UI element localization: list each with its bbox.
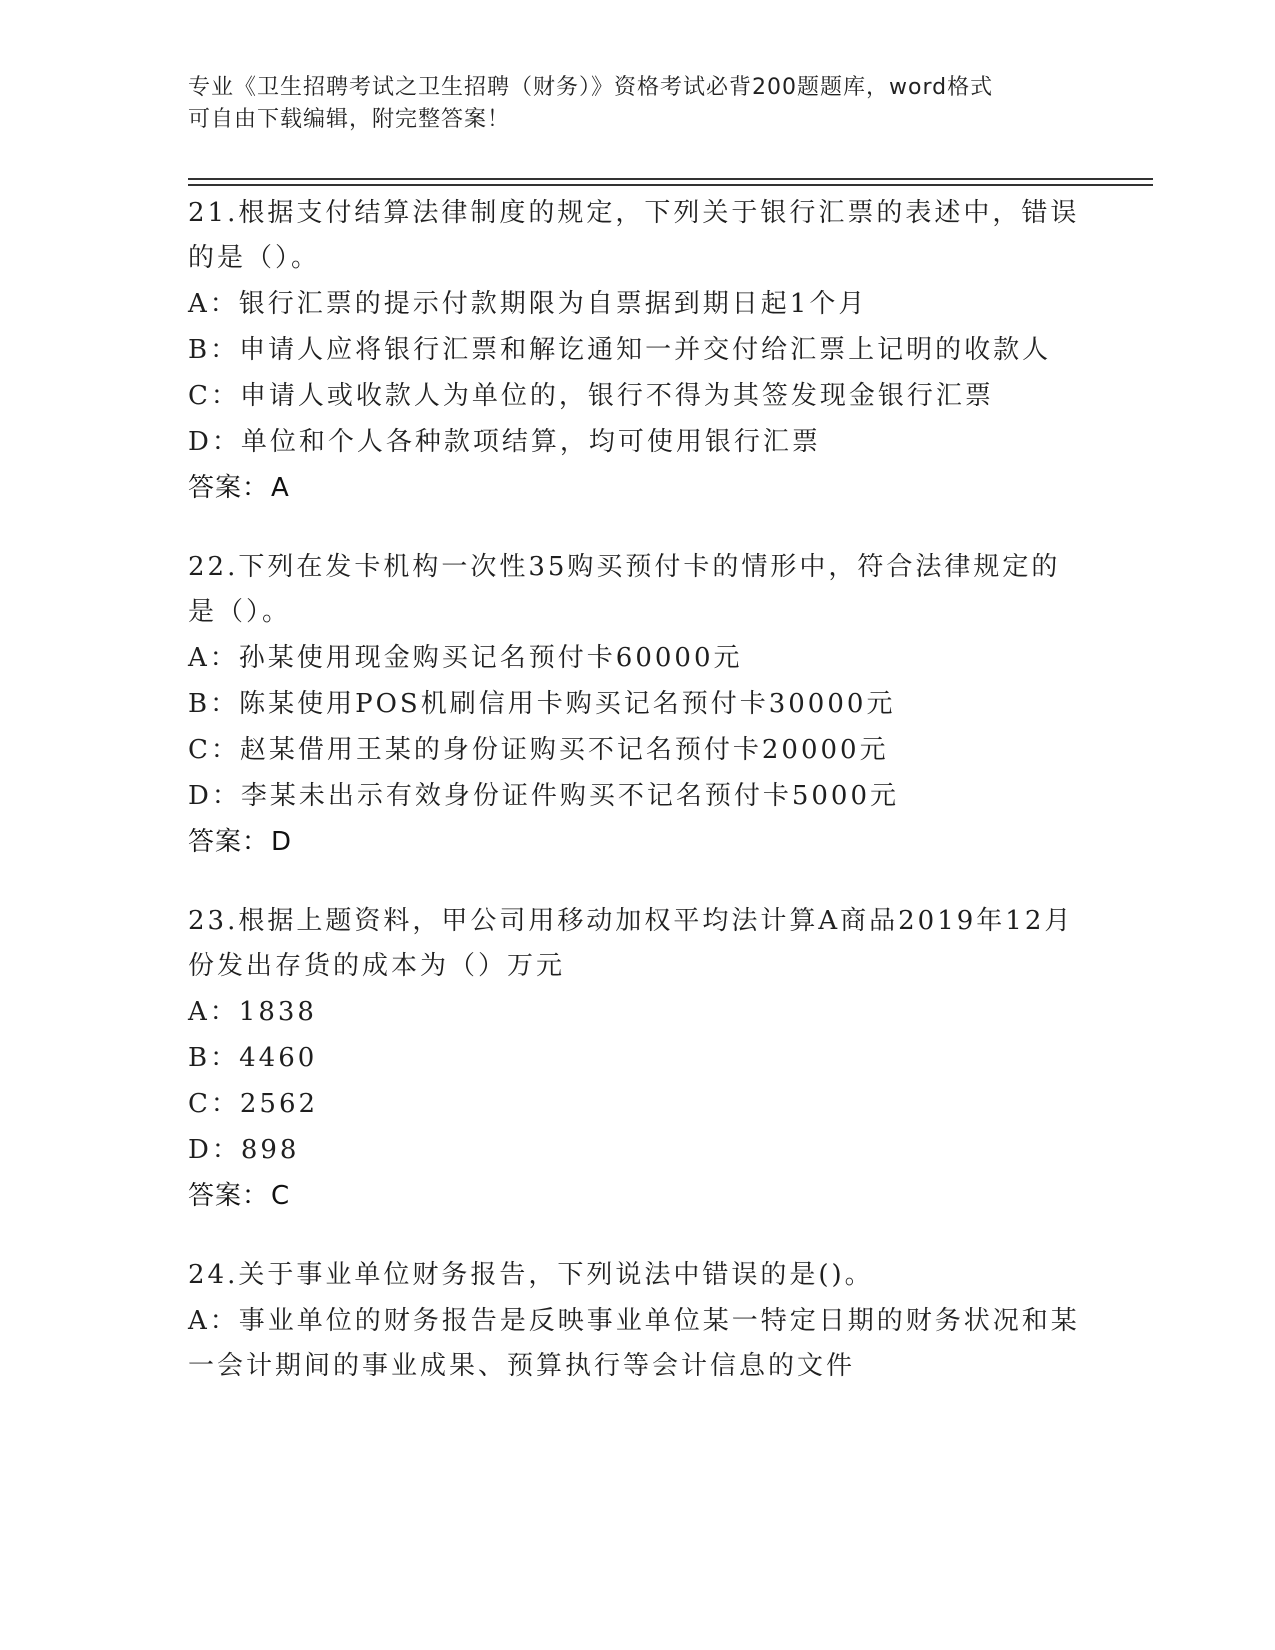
question-21 bbox=[188, 190, 1088, 511]
option-c: C：赵某借用王某的身份证购买不记名预付卡20000元 bbox=[188, 735, 889, 765]
question-23 bbox=[188, 898, 1088, 1219]
answer-value: A bbox=[271, 473, 290, 503]
question-22 bbox=[188, 544, 1088, 865]
option-d: D：李某未出示有效身份证件购买不记名预付卡5000元 bbox=[188, 781, 900, 811]
option-c: C：申请人或收款人为单位的，银行不得为其签发现金银行汇票 bbox=[188, 381, 994, 411]
option-b: B：申请人应将银行汇票和解讫通知一并交付给汇票上记明的收款人 bbox=[188, 335, 1052, 365]
answer-label: 答案： bbox=[188, 827, 270, 857]
question-list bbox=[188, 190, 1088, 1422]
document-header bbox=[188, 72, 1088, 136]
question-stem: 22.下列在发卡机构一次性35购买预付卡的情形中，符合法律规定的是（）。 bbox=[188, 552, 1061, 627]
header-line-1: 专业《卫生招聘考试之卫生招聘（财务）》资格考试必背200题题库，word格式 bbox=[188, 75, 994, 100]
answer-label: 答案： bbox=[188, 1181, 270, 1211]
option-d: D：898 bbox=[188, 1135, 300, 1165]
option-a: A：1838 bbox=[188, 997, 317, 1027]
question-stem: 24.关于事业单位财务报告，下列说法中错误的是()。 bbox=[188, 1260, 874, 1290]
option-b: B：4460 bbox=[188, 1043, 318, 1073]
option-c: C：2562 bbox=[188, 1089, 319, 1119]
header-divider-top bbox=[188, 178, 1153, 180]
question-stem: 23.根据上题资料，甲公司用移动加权平均法计算A商品2019年12月份发出存货的成本为（）万元 bbox=[188, 906, 1074, 981]
answer-line bbox=[188, 1173, 1088, 1219]
answer-line bbox=[188, 465, 1088, 511]
answer-value: C bbox=[271, 1181, 291, 1211]
question-24 bbox=[188, 1252, 1088, 1389]
question-stem: 21.根据支付结算法律制度的规定，下列关于银行汇票的表述中，错误的是（）。 bbox=[188, 198, 1080, 273]
option-a: A：事业单位的财务报告是反映事业单位某一特定日期的财务状况和某一会计期间的事业成果、预算执行等会计信息的文件 bbox=[188, 1306, 1080, 1381]
option-a: A：银行汇票的提示付款期限为自票据到期日起1个月 bbox=[188, 289, 868, 319]
header-divider-bottom bbox=[188, 184, 1153, 186]
header-line-2: 可自由下载编辑，附完整答案！ bbox=[188, 107, 511, 132]
answer-value: D bbox=[271, 827, 293, 857]
option-d: D：单位和个人各种款项结算，均可使用银行汇票 bbox=[188, 427, 821, 457]
answer-line bbox=[188, 819, 1088, 865]
answer-label: 答案： bbox=[188, 473, 270, 503]
option-b: B：陈某使用POS机刷信用卡购买记名预付卡30000元 bbox=[188, 689, 896, 719]
option-a: A：孙某使用现金购买记名预付卡60000元 bbox=[188, 643, 743, 673]
